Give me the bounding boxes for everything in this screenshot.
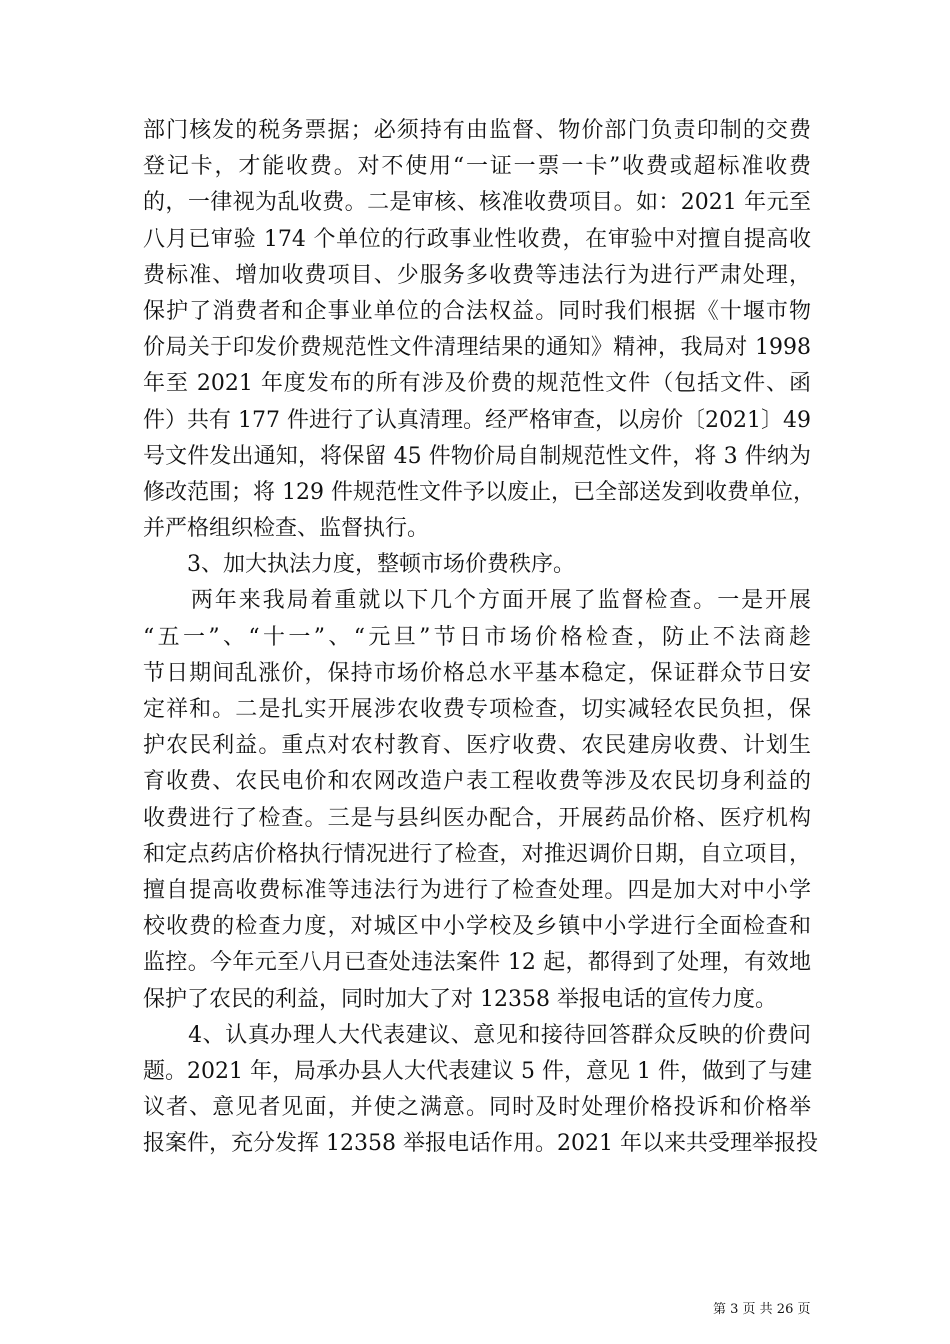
text-line: 修改范围；将 129 件规范性文件予以废止，已全部送发到收费单位， — [143, 479, 815, 505]
text-line: 登记卡，才能收费。对不使用“一证一票一卡”收费或超标准收费 — [143, 154, 811, 180]
text-line: 收费进行了检查。三是与县纠医办配合，开展药品价格、医疗机构 — [143, 805, 811, 831]
text-line: 年至 2021 年度发布的所有涉及价费的规范性文件（包括文件、函 — [143, 371, 811, 397]
text-line: 件）共有 177 件进行了认真清理。经严格审查，以房价〔2021〕49 — [143, 407, 811, 433]
text-line: “五一”、“十一”、“元旦”节日市场价格检查，防止不法商趁 — [143, 624, 811, 650]
text-line: 议者、意见者见面，并使之满意。同时及时处理价格投诉和价格举 — [143, 1095, 811, 1121]
text-line: 擅自提高收费标准等违法行为进行了检查处理。四是加大对中小学 — [143, 877, 811, 903]
text-line: 节日期间乱涨价，保持市场价格总水平基本稳定，保证群众节日安 — [143, 660, 811, 686]
text-line: 的，一律视为乱收费。二是审核、核准收费项目。如：2021 年元至 — [143, 190, 811, 216]
text-line: 保护了消费者和企事业单位的合法权益。同时我们根据《十堰市物 — [143, 298, 811, 324]
body-text — [143, 113, 818, 1162]
text-line: 校收费的检查力度，对城区中小学校及乡镇中小学进行全面检查和 — [143, 914, 811, 940]
text-line: 题。2021 年，局承办县人大代表建议 5 件，意见 1 件，做到了与建 — [143, 1058, 812, 1084]
text-line: 育收费、农民电价和农网改造户表工程收费等涉及农民切身利益的 — [143, 769, 811, 795]
text-line: 价局关于印发价费规范性文件清理结果的通知》精神，我局对 1998 — [143, 335, 811, 361]
text-line: 部门核发的税务票据；必须持有由监督、物价部门负责印制的交费 — [143, 118, 811, 143]
text-line: 定祥和。二是扎实开展涉农收费专项检查，切实减轻农民负担，保 — [143, 697, 811, 722]
text-line: 两年来我局着重就以下几个方面开展了监督检查。一是开展 — [143, 588, 811, 614]
text-line: 监控。今年元至八月已查处违法案件 12 起，都得到了处理，有效地 — [143, 950, 811, 976]
text-line: 费标准、增加收费项目、少服务多收费等违法行为进行严肃处理， — [143, 262, 811, 288]
text-line: 号文件发出通知，将保留 45 件物价局自制规范性文件，将 3 件纳为 — [143, 443, 811, 469]
page-number: 第 3 页 共 26 页 — [713, 1302, 811, 1317]
section-heading: 4、认真办理人大代表建议、意见和接待回答群众反映的价费问 — [143, 1022, 811, 1048]
text-line: 保护了农民的利益，同时加大了对 12358 举报电话的宣传力度。 — [143, 986, 777, 1012]
text-line: 报案件，充分发挥 12358 举报电话作用。2021 年以来共受理举报投 — [143, 1131, 818, 1157]
text-line: 并严格组织检查、监督执行。 — [143, 516, 430, 542]
text-line: 和定点药店价格执行情况进行了检查，对推迟调价日期，自立项目， — [143, 841, 811, 867]
text-line: 护农民利益。重点对农村教育、医疗收费、农民建房收费、计划生 — [143, 733, 811, 759]
section-heading: 3、加大执法力度，整顿市场价费秩序。 — [143, 552, 575, 578]
text-line: 八月已审验 174 个单位的行政事业性收费，在审验中对擅自提高收 — [143, 226, 811, 252]
